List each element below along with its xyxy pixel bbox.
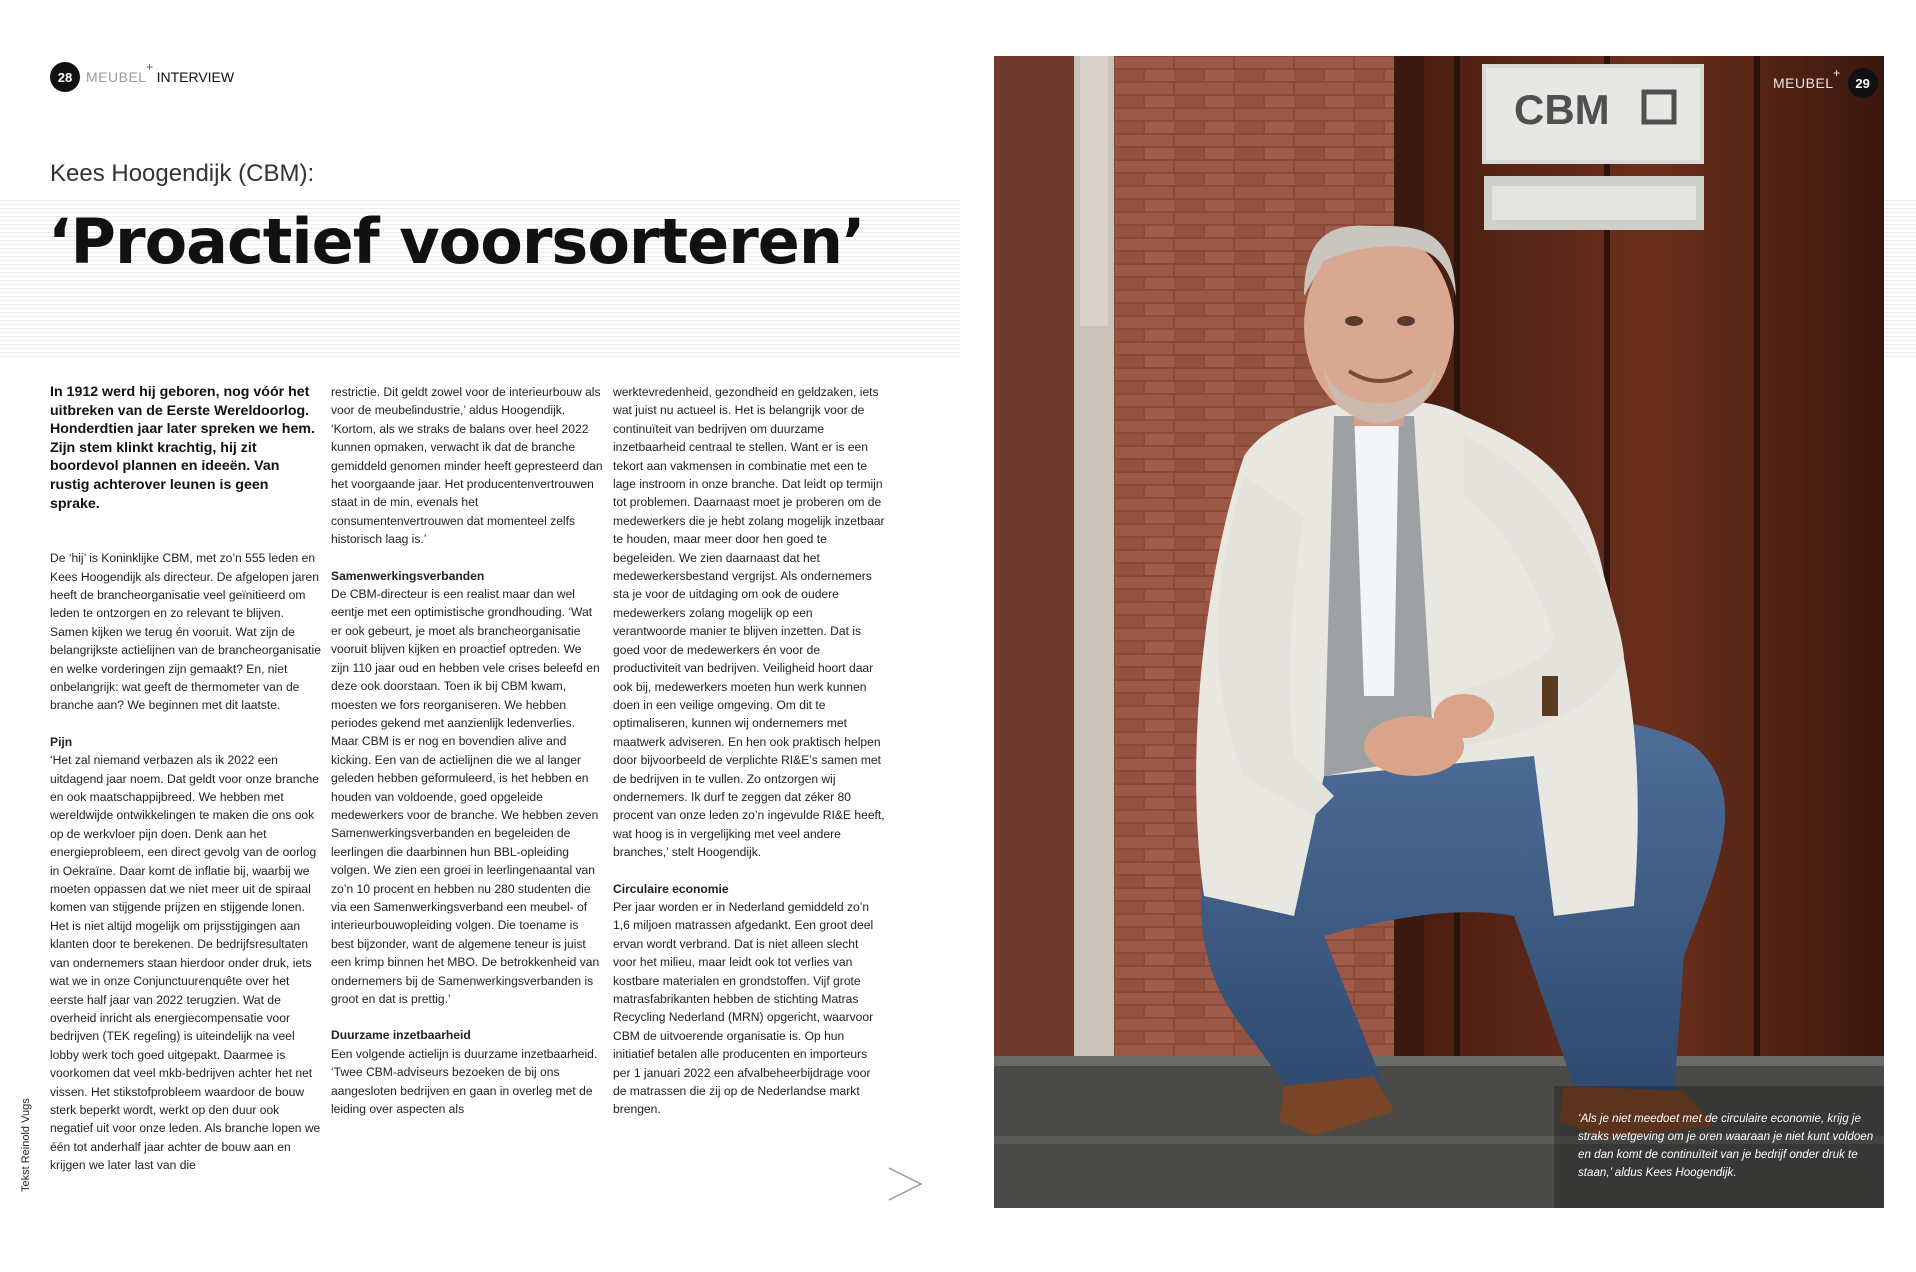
subheading-duurzame-inzetbaarheid: Duurzame inzetbaarheid	[331, 1028, 471, 1043]
text-column-2	[331, 383, 603, 1136]
sign-text: CBM	[1514, 86, 1610, 133]
article-kicker: Kees Hoogendijk (CBM):	[50, 160, 315, 187]
body-paragraph: De ‘hij’ is Koninklijke CBM, met zo’n 555 leden en Kees Hoogendijk als directeur. De afgelopen jaren heeft de brancheorganisatie veel geïnitieerd om leden te ontzorgen en zo relevant te blijven. Samen kijken we terug én vooruit. Wat zijn de belangrijkste actielijnen van de brancheorganisatie en welke vorderingen zijn gemaakt? En, niet onbelangrijk: wat geeft de thermometer van de branche aan? We beginnen met dit laatste.	[50, 551, 321, 713]
text-column-1	[50, 383, 322, 1193]
subheading-circulaire-economie: Circulaire economie	[613, 881, 729, 896]
body-paragraph: werktevredenheid, gezondheid en geldzaken, iets wat juist nu actueel is. Het is belangrijk voor de continuïteit van bedrijven om duurzame inzetbaarheid centraal te stellen. Want er is een tekort aan vakmensen in combinatie met een te lage instroom in onze branche. Dat leidt op termijn tot problemen. Daarnaast moet je proberen om de medewerkers die je hebt zolang mogelijk inzetbaar te houden, maar meer door hen goed te begeleiden. We zien daarnaast dat het medewerkersbestand vergrijst. Als ondernemers sta je voor de uitdaging om ook de oudere medewerkers zolang mogelijk op een verantwoorde manier te blijven inzetten. Dat is goed voor de medewerkers én voor de productiviteit van bedrijven. Veiligheid hoort daar ook bij, medewerkers moeten hun werk kunnen doen in een veilige omgeving. Om dit te optimaliseren, kunnen wij ondernemers met maatwerk adviseren. En hen ook praktisch helpen door bijvoorbeeld de verplichte RI&E’s samen met de bedrijven in te vullen. Zo ontzorgen wij ondernemers. Ik durf te zeggen dat zéker 80 procent van onze leden zo’n ingevulde RI&E heeft, wat hoog is in vergelijking met veel andere branches,’ stelt Hoogendijk.	[613, 385, 885, 860]
body-paragraph: ‘Het zal niemand verbazen als ik 2022 een uitdagend jaar noem. Dat geldt voor onze branche en ook maatschappijbreed. We hebben met wereldwijde ontwikkelingen te maken die ons ook op de werkvloer pijn doen. Denk aan het energieprobleem, een direct gevolg van de oorlog in Oekraïne. Daar komt de inflatie bij, waarbij we moeten oppassen dat we niet meer uit de spiraal komen van stijgende prijzen en stijgende lonen. Het is niet altijd mogelijk om prijsstijgingen aan klanten door te berekenen. De bedrijfsresultaten van ondernemers staan hierdoor onder druk, iets wat we in onze Conjunctuurenquête over het eerste half jaar van 2022 terugzien. Wat de overheid inricht als energiecompensatie voor bedrijven (TEK regeling) is uiteindelijk na veel lobby werk toch goed uitgepakt. Daarmee is voorkomen dat veel mkb-bedrijven achter het net vissen. Het stikstofprobleem waardoor de bouw sterk beperkt wordt, werkt op den duur ook negatief uit voor onze leden. Als branche lopen we één tot anderhalf jaar achter de bouw aan en krijgen we later last van die	[50, 753, 321, 1173]
magazine-brand	[1773, 66, 1841, 91]
body-paragraph: Per jaar worden er in Nederland gemiddeld zo’n 1,6 miljoen matrassen afgedankt. Een groot deel ervan wordt verbrand. Dat is niet alleen slecht voor het milieu, maar leidt ook tot verlies van kostbare materialen en grondstoffen. Vijf grote matrasfabrikanten hebben de stichting Matras Recycling Nederland (MRN) opgericht, waarvoor CBM de uitvoerende organisatie is. Op hun initiatief betalen alle producenten en importeurs per 1 januari 2022 een afvalbeheerbijdrage voor de matrassen die zij op de Nederlandse markt brengen.	[613, 899, 874, 1117]
body-paragraph: Een volgende actielijn is duurzame inzetbaarheid. ‘Twee CBM-adviseurs bezoeken de bij ons aangesloten bedrijven en gaan in overleg met de leiding over aspecten als	[331, 1046, 598, 1117]
article-headline: ‘Proactief voorsorteren’	[48, 205, 865, 278]
author-credit: Tekst Reinold Vugs	[20, 1098, 32, 1192]
intro-paragraph: In 1912 werd hij geboren, nog vóór het uitbreken van de Eerste Wereldoorlog. Honderdtien jaar later spreken we hem. Zijn stem klinkt krachtig, hij zit boordevol plannen en ideeën. Van rustig achterover leunen is geen sprake.	[50, 384, 315, 512]
body-paragraph: restrictie. Dit geldt zowel voor de interieurbouw als voor de meubelindustrie,’ aldus Hoogendijk. ‘Kortom, als we straks de balans over heel 2022 kunnen opmaken, verwacht ik dat de branche gemiddeld genomen minder heeft gepresteerd dan het voorgaande jaar. Het producentenvertrouwen staat in de min, evenals het consumentenvertrouwen dat momenteel zelfs historisch laag is.’	[331, 385, 603, 547]
brand-plus-mark: +	[1833, 66, 1841, 80]
photo-caption: ‘Als je niet meedoet met de circulaire economie, krijg je straks wetgeving om je oren waaraan je niet kunt voldoen en dan komt de continuïteit van je bedrijf onder druk te staan,’ aldus Kees Hoogendijk.	[1578, 1112, 1874, 1179]
text-column-3	[613, 383, 885, 1137]
subheading-samenwerkingsverbanden: Samenwerkingsverbanden	[331, 568, 485, 583]
subheading-pijn: Pijn	[50, 734, 73, 749]
header-stripes-right	[1882, 200, 1916, 360]
magazine-brand	[86, 60, 154, 85]
continue-arrow-icon	[885, 1166, 925, 1202]
portrait-illustration	[994, 56, 1884, 1208]
section-label: INTERVIEW	[156, 69, 235, 85]
page-number: 29	[1848, 68, 1878, 98]
brand-text: MEUBEL	[1773, 75, 1834, 91]
page-number: 28	[50, 62, 80, 92]
page-folio-right	[1773, 68, 1878, 98]
page-folio-left	[50, 62, 234, 92]
brand-text: MEUBEL	[86, 69, 147, 85]
body-paragraph: De CBM-directeur is een realist maar dan wel eentje met een optimistische grondhouding. ‘Wat er ook gebeurt, je moet als brancheorganisatie vooruit blijven kijken en proactief optreden. We zijn 110 jaar oud en hebben vele crises beleefd en deze ook doorstaan. Toen ik bij CBM kwam, moesten we fors reorganiseren. We hebben periodes gekend met aanzienlijk ledenverlies. Maar CBM is er nog en bovendien alive and kicking. Een van de actielijnen die we al langer geleden hebben geformuleerd, is het hebben en houden van voldoende, goed opgeleide medewerkers voor de branche. We hebben zeven Samenwerkingsverbanden en begeleiden de leerlingen die daarbinnen hun BBL-opleiding volgen. We zien een groei in leerlingenaantal van zo’n 10 procent en hebben nu 280 studenten die via een Samenwerkingsverband een meubel- of interieurbouwopleiding volgen. Die toename is best bijzonder, want de algemene teneur is juist een krimp binnen het MBO. De betrokkenheid van ondernemers bij de Samenwerkingsverbanden is groot en dat is prettig.’	[331, 587, 600, 1006]
portrait-photo	[994, 56, 1884, 1208]
brand-plus-mark: +	[146, 60, 154, 74]
